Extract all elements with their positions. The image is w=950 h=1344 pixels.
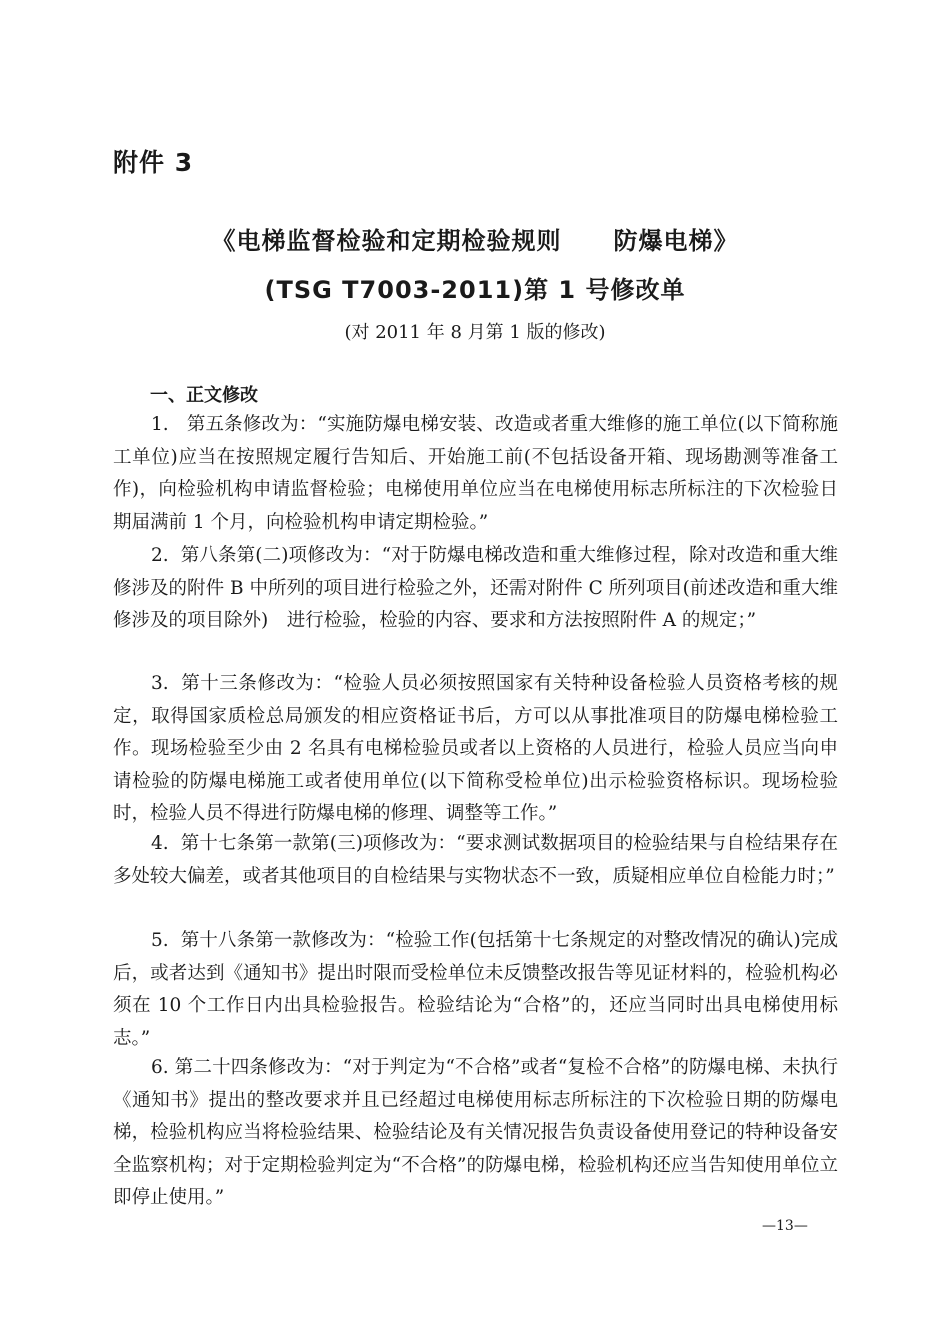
item-text: 第五条修改为：“实施防爆电梯安装、改造或者重大维修的施工单位(以下简称施工单位)应当在按照规定履行告知后、开始施工前(不包括设备开箱、现场勘测等准备工作)，向检验机构申请监督检验；电梯使用单位应当在电梯使用标志所标注的下次检验日期届满前 1 个月，向检验机构申请定期检验。” [113, 414, 838, 533]
item-number: 4. [151, 833, 169, 854]
amendment-item-3 [113, 668, 838, 831]
item-number: 2. [151, 545, 169, 566]
item-number: 6. [151, 1057, 169, 1078]
document-title-line-1 [0, 221, 950, 256]
document-title-line-2: (TSG T7003-2011)第 1 号修改单 [264, 276, 686, 304]
section-heading: 一、正文修改 [150, 385, 258, 406]
item-text: 第十八条第一款修改为：“检验工作(包括第十七条规定的对整改情况的确认)完成后，或者达到《通知书》提出时限而受检单位未反馈整改报告等见证材料的，检验机构必须在 10 个工作日内出具检验报告。检验结论为“合格”的，还应当同时出具电梯使用标志。” [113, 930, 838, 1049]
item-text: 第十三条修改为：“检验人员必须按照国家有关特种设备检验人员资格考核的规定，取得国家质检总局颁发的相应资格证书后，方可以从事批准项目的防爆电梯检验工作。现场检验至少由 2 名具有电梯检验员或者以上资格的人员进行，检验人员应当向申请检验的防爆电梯施工或者使用单位(以下简称受检单位)出示检验资格标识。现场检验时，检验人员不得进行防爆电梯的修理、调整等工作。” [113, 673, 838, 824]
item-number: 1. [151, 414, 169, 435]
amendment-item-2 [113, 540, 838, 638]
item-number: 5. [151, 930, 169, 951]
page-number: —13— [762, 1218, 808, 1234]
title-regulation-subject: 防爆电梯》 [613, 227, 739, 255]
title-regulation-name: 《电梯监督检验和定期检验规则 [211, 227, 562, 255]
amendment-item-5 [113, 925, 838, 1055]
item-text: 第二十四条修改为：“对于判定为“不合格”或者“复检不合格”的防爆电梯、未执行《通知书》提出的整改要求并且已经超过电梯使用标志所标注的下次检验日期的防爆电梯，检验机构应当将检验结果、检验结论及有关情况报告负责设备使用登记的特种设备安全监察机构；对于定期检验判定为“不合格”的防爆电梯，检验机构还应当告知使用单位立即停止使用。” [113, 1057, 838, 1208]
amendment-item-6 [113, 1052, 838, 1215]
item-text: 第十七条第一款第(三)项修改为：“要求测试数据项目的检验结果与自检结果存在多处较大偏差，或者其他项目的自检结果与实物状态不一致，质疑相应单位自检能力时；” [113, 833, 838, 887]
document-subtitle: (对 2011 年 8 月第 1 版的修改) [344, 322, 606, 343]
item-number: 3. [151, 673, 169, 694]
amendment-item-1 [113, 409, 838, 539]
amendment-item-4 [113, 828, 838, 893]
attachment-label: 附件 3 [113, 148, 194, 177]
item-text: 第八条第(二)项修改为：“对于防爆电梯改造和重大维修过程，除对改造和重大维修涉及的附件 B 中所列的项目进行检验之外，还需对附件 C 所列项目(前述改造和重大维修涉及的项目除外) 进行检验，检验的内容、要求和方法按照附件 A 的规定；” [113, 545, 838, 631]
